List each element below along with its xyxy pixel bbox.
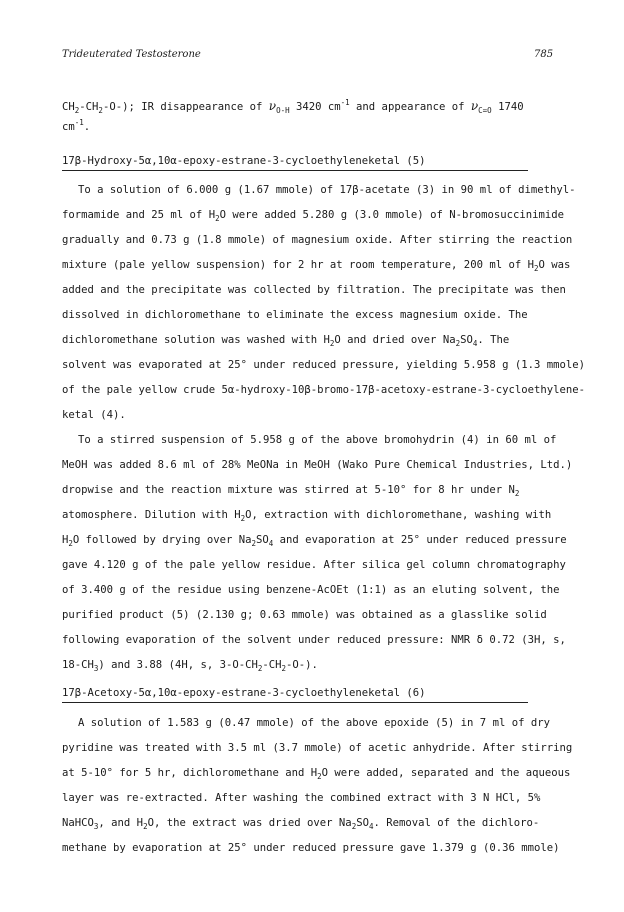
text-line: atomosphere. Dilution with $H_2O$, extraction with dichloromethane, washing with (62, 509, 552, 523)
page-number: 785 (534, 49, 554, 60)
text-line: MeOH was added 8.6 ml of 28% MeONa in MeOH (Wako Pure Chemical Industries, Ltd.) (62, 459, 573, 471)
text-line: gave 4.120 g of the pale yellow residue. After silica gel column chromatography (62, 559, 566, 571)
running-title: Trideuterated Testosterone (62, 49, 201, 60)
text-line: methane by evaporation at 25° under reduced pressure gave 1.379 g (0.36 mmole) (62, 842, 560, 854)
text-line: at 5-10° for 5 hr, dichloromethane and $H_2O$ were added, separated and the aqueous (62, 767, 571, 781)
text-line: To a stirred suspension of 5.958 g of the above bromohydrin (4) in 60 ml of (78, 434, 557, 446)
text-line: solvent was evaporated at 25° under reduced pressure, yielding 5.958 g (1.3 mmole) (62, 359, 585, 371)
text-line: dropwise and the reaction mixture was stirred at 5-10° for 8 hr under $N_2$ (62, 484, 520, 498)
text-line: $18-CH_3$) and 3.88 (4H, s, $3-O-CH_2-CH_2-O-$). (62, 659, 318, 673)
section-heading: 17β-Acetoxy-5α,10α-epoxy-estrane-3-cycloethyleneketal (6) (62, 687, 426, 699)
text-line: added and the precipitate was collected by filtration. The precipitate was then (62, 284, 566, 296)
text-line: $cm^{-1}$. (62, 118, 91, 133)
text-line: formamide and 25 ml of $H_2O$ were added 5.280 g (3.0 mmole) of N-bromosuccinimide (62, 209, 565, 223)
text-line: A solution of 1.583 g (0.47 mmole) of the above epoxide (5) in 7 ml of dry (78, 717, 550, 729)
text-line: dissolved in dichloromethane to eliminate the excess magnesium oxide. The (62, 309, 528, 321)
heading-underline (62, 702, 528, 703)
text-line: NaHCO$_3$, and $H_2O$, the extract was dried over $Na_2SO_4$. Removal of the dichloro- (62, 817, 540, 831)
text-line: mixture (pale yellow suspension) for 2 hr at room temperature, 200 ml of $H_2O$ was (62, 259, 571, 273)
text-line: pyridine was treated with 3.5 ml (3.7 mmole) of acetic anhydride. After stirring (62, 742, 573, 754)
text-line: following evaporation of the solvent under reduced pressure: NMR δ 0.72 (3H, s, (62, 634, 566, 646)
text-line: $H_2O$ followed by drying over $Na_2SO_4$ and evaporation at 25° under reduced pressure (62, 534, 567, 548)
section-heading: 17β-Hydroxy-5α,10α-epoxy-estrane-3-cycloethyleneketal (5) (62, 155, 426, 167)
text-line: layer was re-extracted. After washing the combined extract with 3 N HCl, 5% (62, 792, 541, 804)
text-line: of 3.400 g of the residue using benzene-AcOEt (1:1) as an eluting solvent, the (62, 584, 560, 596)
text-line: $CH_2-CH_2-O-$); IR disappearance of $\nu_{O-H}$ 3420 $cm^{-1}$ and appearance of $\nu_{C=O}$ 1740 (62, 98, 524, 115)
text-line: dichloromethane solution was washed with $H_2O$ and dried over $Na_2SO_4$. The (62, 334, 510, 348)
text-line: purified product (5) (2.130 g; 0.63 mmole) was obtained as a glasslike solid (62, 609, 547, 621)
heading-underline (62, 170, 528, 171)
text-line: ketal (4). (62, 409, 126, 421)
text-line: To a solution of 6.000 g (1.67 mmole) of 17β-acetate (3) in 90 ml of dimethyl- (78, 184, 576, 196)
text-line: of the pale yellow crude 5α-hydroxy-10β-bromo-17β-acetoxy-estrane-3-cycloethylene- (62, 384, 585, 396)
text-line: gradually and 0.73 g (1.8 mmole) of magnesium oxide. After stirring the reaction (62, 234, 573, 246)
